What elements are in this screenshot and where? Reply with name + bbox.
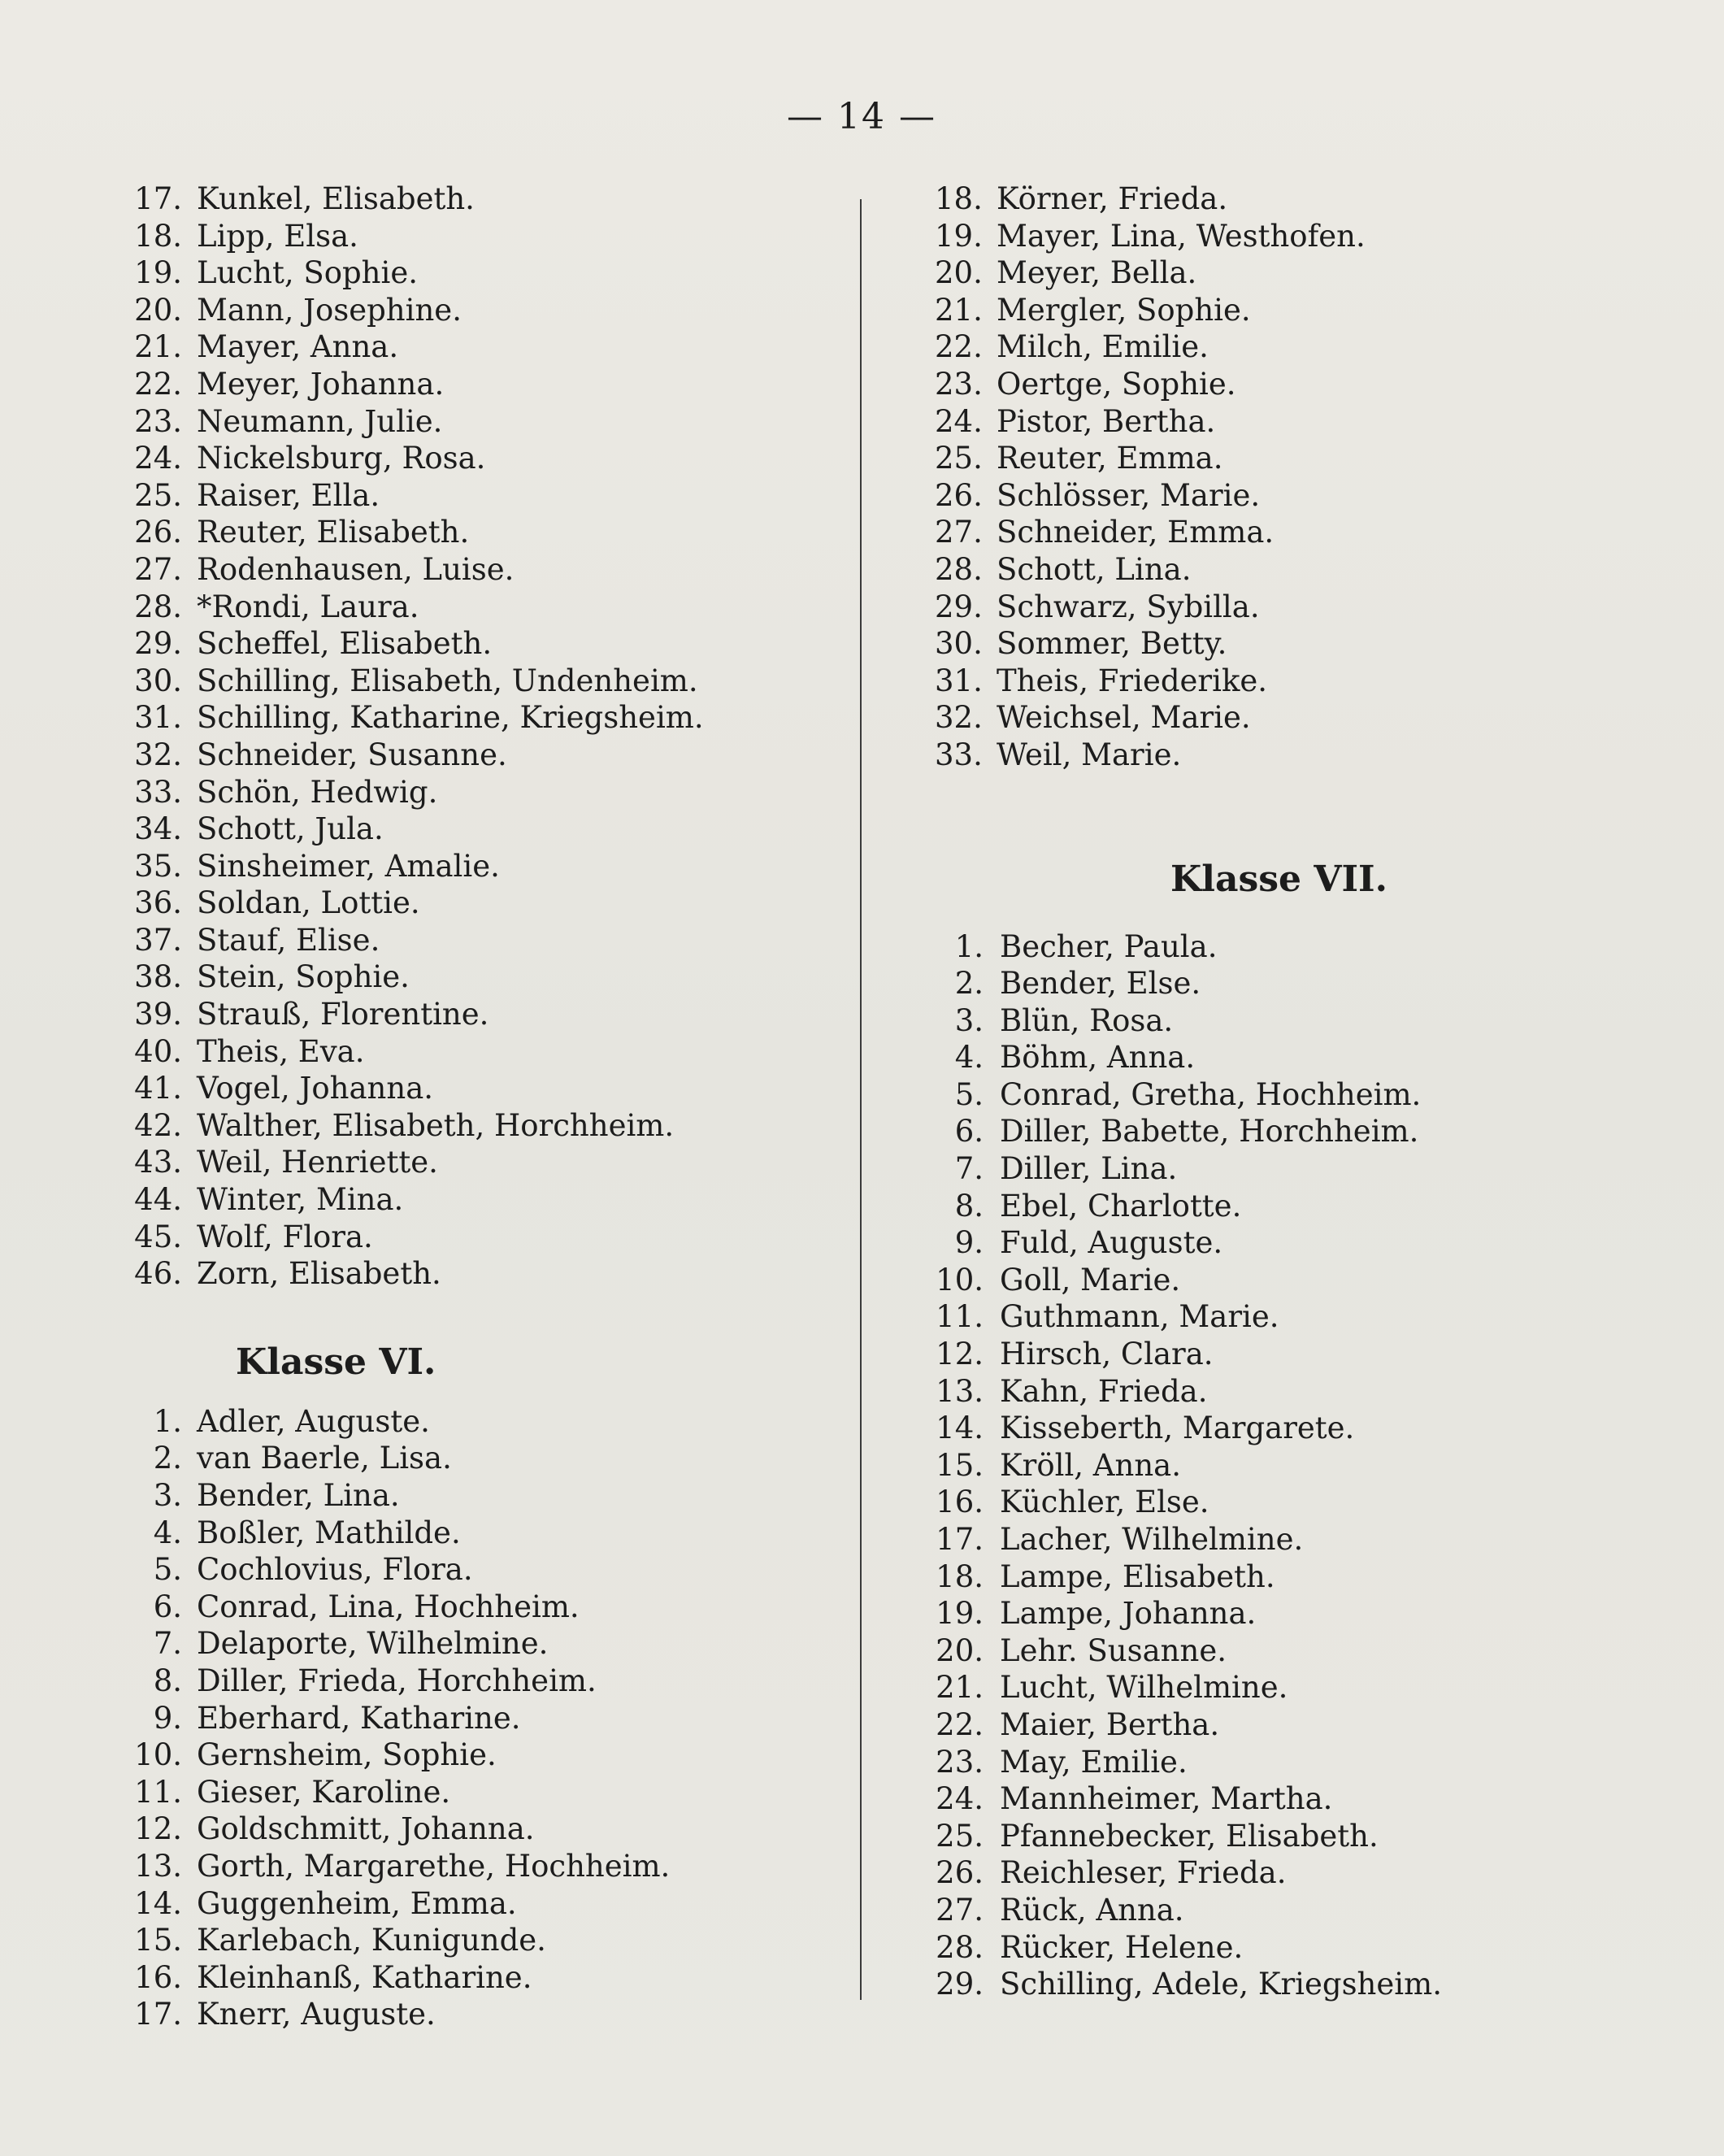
- list-item: [935, 1854, 1666, 1892]
- list-item-name: Theis, Friederike.: [997, 663, 1268, 698]
- list-item: [122, 1663, 837, 1700]
- list-item-name: Schott, Lina.: [997, 551, 1192, 587]
- list-item: [935, 551, 1666, 589]
- list-item-number: 24.: [134, 441, 182, 476]
- list-item-number: 4.: [153, 1515, 182, 1550]
- list-item-number: 11.: [134, 1774, 182, 1810]
- list-item: [122, 1810, 837, 1848]
- list-item-number: 1.: [954, 928, 984, 964]
- list-item: [122, 1589, 837, 1626]
- list-item-number: 4.: [954, 1040, 984, 1076]
- list-item: [935, 328, 1666, 366]
- list-item-name: Goldschmitt, Johanna.: [197, 1811, 535, 1847]
- list-item-number: 26.: [134, 515, 182, 550]
- list-item: [935, 366, 1666, 403]
- list-item-number: 36.: [134, 885, 182, 921]
- list-item-number: 20.: [134, 292, 182, 328]
- list-item-number: 28.: [134, 589, 182, 624]
- list-item-name: Sinsheimer, Amalie.: [197, 848, 500, 884]
- list-item-number: 38.: [134, 959, 182, 995]
- list-item-number: 5.: [954, 1076, 984, 1112]
- list-item: [122, 1737, 837, 1774]
- list-item-name: Kisseberth, Margarete.: [1000, 1411, 1355, 1446]
- list-item: [122, 737, 837, 774]
- list-item-number: 21.: [134, 329, 182, 365]
- list-item-name: Lipp, Elsa.: [197, 218, 358, 254]
- list-item-name: Maier, Bertha.: [1000, 1706, 1220, 1742]
- list-item-name: Conrad, Lina, Hochheim.: [197, 1589, 580, 1624]
- list-item-number: 13.: [134, 1848, 182, 1884]
- list-item-name: Scheffel, Elisabeth.: [197, 626, 493, 662]
- list-item-number: 31.: [134, 700, 182, 736]
- list-item: [935, 440, 1666, 477]
- list-item: [122, 218, 837, 255]
- list-item-number: 6.: [954, 1114, 984, 1150]
- list-item: [122, 1440, 837, 1477]
- list-item-name: Weil, Henriette.: [197, 1145, 438, 1180]
- list-item: [122, 440, 837, 477]
- list-item-name: Stein, Sophie.: [197, 959, 410, 995]
- list-item-name: Mergler, Sophie.: [997, 292, 1251, 328]
- list-item-number: 28.: [936, 1929, 984, 1965]
- list-item-number: 16.: [936, 1484, 984, 1520]
- list-item-number: 31.: [935, 663, 983, 698]
- list-item: [935, 589, 1666, 626]
- list-item: [935, 1298, 1666, 1336]
- list-item-name: Sommer, Betty.: [997, 626, 1227, 662]
- list-item-number: 7.: [153, 1626, 182, 1662]
- list-item: [122, 1033, 837, 1071]
- list-item: [122, 1959, 837, 1997]
- list-item-number: 30.: [935, 626, 983, 662]
- list-item: [935, 1929, 1666, 1967]
- list-item: [935, 965, 1666, 1002]
- left-entries-continued: [122, 180, 837, 1293]
- list-item: [122, 996, 837, 1033]
- list-item-number: 17.: [134, 1997, 182, 2032]
- list-item-name: Lucht, Wilhelmine.: [1000, 1670, 1288, 1706]
- list-item: [935, 254, 1666, 292]
- list-item-number: 32.: [134, 737, 182, 772]
- list-item-name: Bender, Else.: [1000, 966, 1201, 1002]
- list-item-name: Diller, Lina.: [1000, 1151, 1178, 1187]
- list-item-number: 2.: [954, 966, 984, 1002]
- list-item-name: Fuld, Auguste.: [1000, 1225, 1223, 1261]
- list-item-name: Neumann, Julie.: [197, 403, 443, 439]
- list-item-number: 20.: [935, 255, 983, 291]
- list-item: [935, 1632, 1666, 1670]
- list-item-number: 25.: [134, 477, 182, 513]
- list-item: [935, 1188, 1666, 1225]
- list-item: [935, 1410, 1666, 1447]
- list-item-name: Oertge, Sophie.: [997, 366, 1236, 402]
- list-item: [935, 1780, 1666, 1818]
- list-item-name: Delaporte, Wilhelmine.: [197, 1626, 549, 1662]
- list-item: [935, 625, 1666, 663]
- list-item-number: 23.: [936, 1744, 984, 1780]
- list-item-name: Mayer, Anna.: [197, 329, 399, 365]
- list-item-number: 25.: [936, 1818, 984, 1854]
- list-item: [122, 1255, 837, 1293]
- list-item-number: 26.: [935, 477, 983, 513]
- list-item: [935, 1150, 1666, 1188]
- list-item-number: 13.: [936, 1373, 984, 1409]
- list-item-name: Weichsel, Marie.: [997, 700, 1251, 736]
- list-item-name: Schilling, Katharine, Kriegsheim.: [197, 700, 704, 736]
- class-vi-list: [122, 1403, 837, 2033]
- list-item-number: 33.: [935, 737, 983, 772]
- list-item-number: 30.: [134, 663, 182, 698]
- list-item-name: *Rondi, Laura.: [197, 589, 419, 624]
- list-item-number: 39.: [134, 997, 182, 1032]
- list-item: [122, 1477, 837, 1515]
- list-item: [122, 1551, 837, 1589]
- list-item: [935, 1336, 1666, 1373]
- list-item-number: 19.: [935, 218, 983, 254]
- list-item-name: Lucht, Sophie.: [197, 255, 418, 291]
- list-item: [122, 1996, 837, 2033]
- list-item-name: Kleinhanß, Katharine.: [197, 1959, 532, 1995]
- list-item-name: Meyer, Johanna.: [197, 366, 445, 402]
- list-item-number: 12.: [936, 1337, 984, 1372]
- class-vi-heading: Klasse VI.: [236, 1341, 436, 1383]
- list-item: [122, 589, 837, 626]
- list-item-number: 17.: [134, 181, 182, 216]
- list-item-number: 18.: [134, 218, 182, 254]
- list-item-name: Soldan, Lottie.: [197, 885, 420, 921]
- list-item-name: Pistor, Bertha.: [997, 403, 1216, 439]
- list-item-number: 7.: [954, 1151, 984, 1187]
- list-item: [122, 477, 837, 515]
- list-item: [935, 1706, 1666, 1744]
- list-item-name: Böhm, Anna.: [1000, 1040, 1196, 1076]
- list-item: [122, 328, 837, 366]
- list-item-number: 23.: [134, 403, 182, 439]
- list-item-name: Körner, Frieda.: [997, 181, 1228, 216]
- list-item-number: 42.: [134, 1107, 182, 1143]
- list-item-name: Gorth, Margarethe, Hochheim.: [197, 1848, 671, 1884]
- class-vii-list: [935, 928, 1666, 2003]
- list-item: [935, 1224, 1666, 1262]
- list-item-name: Raiser, Ella.: [197, 477, 380, 513]
- list-item-name: Vogel, Johanna.: [197, 1071, 434, 1106]
- list-item-number: 5.: [153, 1552, 182, 1588]
- list-item-name: Guthmann, Marie.: [1000, 1299, 1279, 1335]
- list-item-name: Reuter, Emma.: [997, 441, 1223, 476]
- list-item: [935, 1595, 1666, 1632]
- list-item-number: 24.: [935, 403, 983, 439]
- list-item-name: Lampe, Elisabeth.: [1000, 1558, 1275, 1594]
- list-item-name: Walther, Elisabeth, Horchheim.: [197, 1107, 675, 1143]
- list-item: [935, 1373, 1666, 1411]
- list-item-number: 8.: [153, 1663, 182, 1698]
- list-item-name: Theis, Eva.: [197, 1033, 365, 1069]
- list-item-number: 18.: [935, 181, 983, 216]
- list-item-name: Blün, Rosa.: [1000, 1002, 1174, 1038]
- list-item-number: 9.: [954, 1225, 984, 1261]
- list-item-name: Zorn, Elisabeth.: [197, 1256, 441, 1292]
- list-item-number: 10.: [134, 1737, 182, 1773]
- list-item: [935, 1076, 1666, 1114]
- list-item-number: 43.: [134, 1145, 182, 1180]
- list-item: [935, 1818, 1666, 1855]
- list-item: [935, 514, 1666, 551]
- list-item: [122, 292, 837, 329]
- list-item: [935, 1558, 1666, 1596]
- list-item-name: Mann, Josephine.: [197, 292, 462, 328]
- list-item: [122, 254, 837, 292]
- list-item: [935, 180, 1666, 218]
- list-item-number: 10.: [936, 1262, 984, 1298]
- list-item: [122, 1070, 837, 1107]
- list-item-number: 32.: [935, 700, 983, 736]
- list-item-name: Eberhard, Katharine.: [197, 1700, 521, 1736]
- list-item-number: 21.: [936, 1670, 984, 1706]
- list-item-name: Hirsch, Clara.: [1000, 1337, 1214, 1372]
- list-item-name: Weil, Marie.: [997, 737, 1182, 772]
- list-item: [935, 737, 1666, 774]
- right-entries-continued: [935, 180, 1666, 774]
- list-item: [122, 922, 837, 959]
- list-item: [122, 1181, 837, 1219]
- list-item-number: 11.: [936, 1299, 984, 1335]
- list-item-name: Gieser, Karoline.: [197, 1774, 451, 1810]
- list-item: [122, 663, 837, 700]
- list-item-number: 14.: [936, 1411, 984, 1446]
- list-item: [122, 1107, 837, 1145]
- list-item: [935, 292, 1666, 329]
- list-item-name: van Baerle, Lisa.: [197, 1441, 452, 1476]
- list-item: [935, 477, 1666, 515]
- list-item-name: Strauß, Florentine.: [197, 997, 489, 1032]
- list-item-number: 22.: [134, 366, 182, 402]
- list-item: [122, 1515, 837, 1552]
- class-vii-heading: Klasse VII.: [1170, 858, 1387, 900]
- list-item-name: Bender, Lina.: [197, 1478, 400, 1513]
- column-divider: [860, 199, 862, 2000]
- list-item: [122, 180, 837, 218]
- list-item-number: 46.: [134, 1256, 182, 1292]
- list-item: [122, 514, 837, 551]
- list-item-name: Schilling, Adele, Kriegsheim.: [1000, 1967, 1442, 2002]
- list-item: [122, 1700, 837, 1737]
- list-item-name: Schneider, Susanne.: [197, 737, 507, 772]
- list-item-number: 23.: [935, 366, 983, 402]
- list-item: [122, 1625, 837, 1663]
- list-item-name: Meyer, Bella.: [997, 255, 1197, 291]
- list-item-number: 27.: [935, 515, 983, 550]
- list-item-number: 16.: [134, 1959, 182, 1995]
- list-item-number: 26.: [936, 1855, 984, 1891]
- list-item-name: Lampe, Johanna.: [1000, 1596, 1257, 1632]
- list-item-number: 22.: [936, 1706, 984, 1742]
- list-item: [122, 625, 837, 663]
- list-item: [122, 885, 837, 922]
- list-item-number: 25.: [935, 441, 983, 476]
- list-item: [935, 699, 1666, 737]
- list-item: [935, 663, 1666, 700]
- list-item-number: 6.: [153, 1589, 182, 1624]
- list-item-name: Knerr, Auguste.: [197, 1997, 436, 2032]
- list-item-name: Goll, Marie.: [1000, 1262, 1181, 1298]
- list-item-name: Lacher, Wilhelmine.: [1000, 1522, 1304, 1557]
- list-item-name: Becher, Paula.: [1000, 928, 1218, 964]
- list-item-name: Rück, Anna.: [1000, 1892, 1184, 1928]
- list-item-number: 18.: [936, 1558, 984, 1594]
- list-item-name: Milch, Emilie.: [997, 329, 1209, 365]
- list-item: [122, 1922, 837, 1959]
- list-item-name: Pfannebecker, Elisabeth.: [1000, 1818, 1379, 1854]
- list-item-number: 9.: [153, 1700, 182, 1736]
- list-item-name: Ebel, Charlotte.: [1000, 1188, 1242, 1224]
- list-item-name: Kröll, Anna.: [1000, 1447, 1181, 1483]
- list-item-name: Reuter, Elisabeth.: [197, 515, 470, 550]
- list-item-name: Gernsheim, Sophie.: [197, 1737, 497, 1773]
- list-item-number: 19.: [936, 1596, 984, 1632]
- list-item-number: 12.: [134, 1811, 182, 1847]
- list-item-number: 28.: [935, 551, 983, 587]
- list-item-number: 1.: [153, 1403, 182, 1439]
- list-item-number: 34.: [134, 811, 182, 847]
- list-item-name: Guggenheim, Emma.: [197, 1885, 517, 1921]
- list-item-name: Kahn, Frieda.: [1000, 1373, 1208, 1409]
- list-item-number: 2.: [153, 1441, 182, 1476]
- list-item: [935, 1002, 1666, 1040]
- list-item-name: Kunkel, Elisabeth.: [197, 181, 475, 216]
- right-column: [935, 180, 1666, 2003]
- list-item-name: Rücker, Helene.: [1000, 1929, 1244, 1965]
- list-item-name: Mayer, Lina, Westhofen.: [997, 218, 1366, 254]
- list-item-number: 44.: [134, 1182, 182, 1218]
- list-item: [935, 1039, 1666, 1076]
- list-item-number: 29.: [134, 626, 182, 662]
- list-item-number: 41.: [134, 1071, 182, 1106]
- list-item-name: Stauf, Elise.: [197, 922, 380, 958]
- list-item: [935, 1892, 1666, 1929]
- list-item-name: Diller, Babette, Horchheim.: [1000, 1114, 1419, 1150]
- list-item: [122, 811, 837, 848]
- list-item-name: Lehr. Susanne.: [1000, 1632, 1227, 1668]
- list-item-number: 3.: [153, 1478, 182, 1513]
- list-item-name: Adler, Auguste.: [197, 1403, 430, 1439]
- list-item-number: 19.: [134, 255, 182, 291]
- list-item: [935, 928, 1666, 966]
- list-item-number: 3.: [954, 1002, 984, 1038]
- list-item: [935, 1484, 1666, 1521]
- list-item: [122, 1219, 837, 1256]
- list-item: [122, 774, 837, 811]
- list-item-number: 29.: [935, 589, 983, 624]
- list-item: [122, 403, 837, 441]
- list-item-number: 33.: [134, 774, 182, 810]
- list-item-name: Nickelsburg, Rosa.: [197, 441, 486, 476]
- list-item-name: Boßler, Mathilde.: [197, 1515, 461, 1550]
- list-item-number: 37.: [134, 922, 182, 958]
- list-item: [122, 551, 837, 589]
- list-item-name: Schneider, Emma.: [997, 515, 1275, 550]
- list-item-name: Schott, Jula.: [197, 811, 384, 847]
- list-item-name: Conrad, Gretha, Hochheim.: [1000, 1076, 1422, 1112]
- list-item: [122, 1403, 837, 1441]
- list-item: [122, 958, 837, 996]
- list-item: [935, 1521, 1666, 1558]
- list-item: [122, 1774, 837, 1811]
- list-item: [935, 1447, 1666, 1484]
- list-item-number: 27.: [134, 551, 182, 587]
- list-item: [935, 403, 1666, 441]
- list-item: [935, 1744, 1666, 1781]
- list-item-name: Schilling, Elisabeth, Undenheim.: [197, 663, 698, 698]
- list-item: [935, 1669, 1666, 1706]
- list-item-number: 24.: [936, 1781, 984, 1817]
- list-item-name: Küchler, Else.: [1000, 1484, 1209, 1520]
- list-item: [122, 1144, 837, 1181]
- list-item-number: 20.: [936, 1632, 984, 1668]
- list-item-name: Rodenhausen, Luise.: [197, 551, 515, 587]
- list-item: [122, 1848, 837, 1885]
- list-item-name: Diller, Frieda, Horchheim.: [197, 1663, 597, 1698]
- list-item: [122, 366, 837, 403]
- list-item-name: Mannheimer, Martha.: [1000, 1781, 1333, 1817]
- list-item-number: 22.: [935, 329, 983, 365]
- list-item-name: Winter, Mina.: [197, 1182, 404, 1218]
- list-item-number: 27.: [936, 1892, 984, 1928]
- list-item: [935, 1113, 1666, 1150]
- list-item-name: Schwarz, Sybilla.: [997, 589, 1260, 624]
- list-item-number: 40.: [134, 1033, 182, 1069]
- list-item-name: Karlebach, Kunigunde.: [197, 1923, 546, 1958]
- list-item-number: 29.: [936, 1967, 984, 2002]
- list-item-number: 45.: [134, 1219, 182, 1254]
- list-item: [122, 1885, 837, 1923]
- list-item-name: May, Emilie.: [1000, 1744, 1188, 1780]
- list-item: [935, 218, 1666, 255]
- list-item-number: 14.: [134, 1885, 182, 1921]
- list-item-name: Reichleser, Frieda.: [1000, 1855, 1287, 1891]
- list-item-number: 15.: [936, 1447, 984, 1483]
- list-item-number: 35.: [134, 848, 182, 884]
- list-item-number: 21.: [935, 292, 983, 328]
- list-item-number: 15.: [134, 1923, 182, 1958]
- list-item-number: 17.: [936, 1522, 984, 1557]
- list-item-number: 8.: [954, 1188, 984, 1224]
- list-item-name: Schlösser, Marie.: [997, 477, 1261, 513]
- list-item: [122, 848, 837, 885]
- list-item: [122, 699, 837, 737]
- list-item-name: Cochlovius, Flora.: [197, 1552, 473, 1588]
- list-item-name: Schön, Hedwig.: [197, 774, 438, 810]
- list-item: [935, 1262, 1666, 1299]
- list-item: [935, 1966, 1666, 2003]
- page-number: — 14 —: [787, 96, 936, 137]
- list-item-name: Wolf, Flora.: [197, 1219, 373, 1254]
- left-column: [122, 180, 837, 2033]
